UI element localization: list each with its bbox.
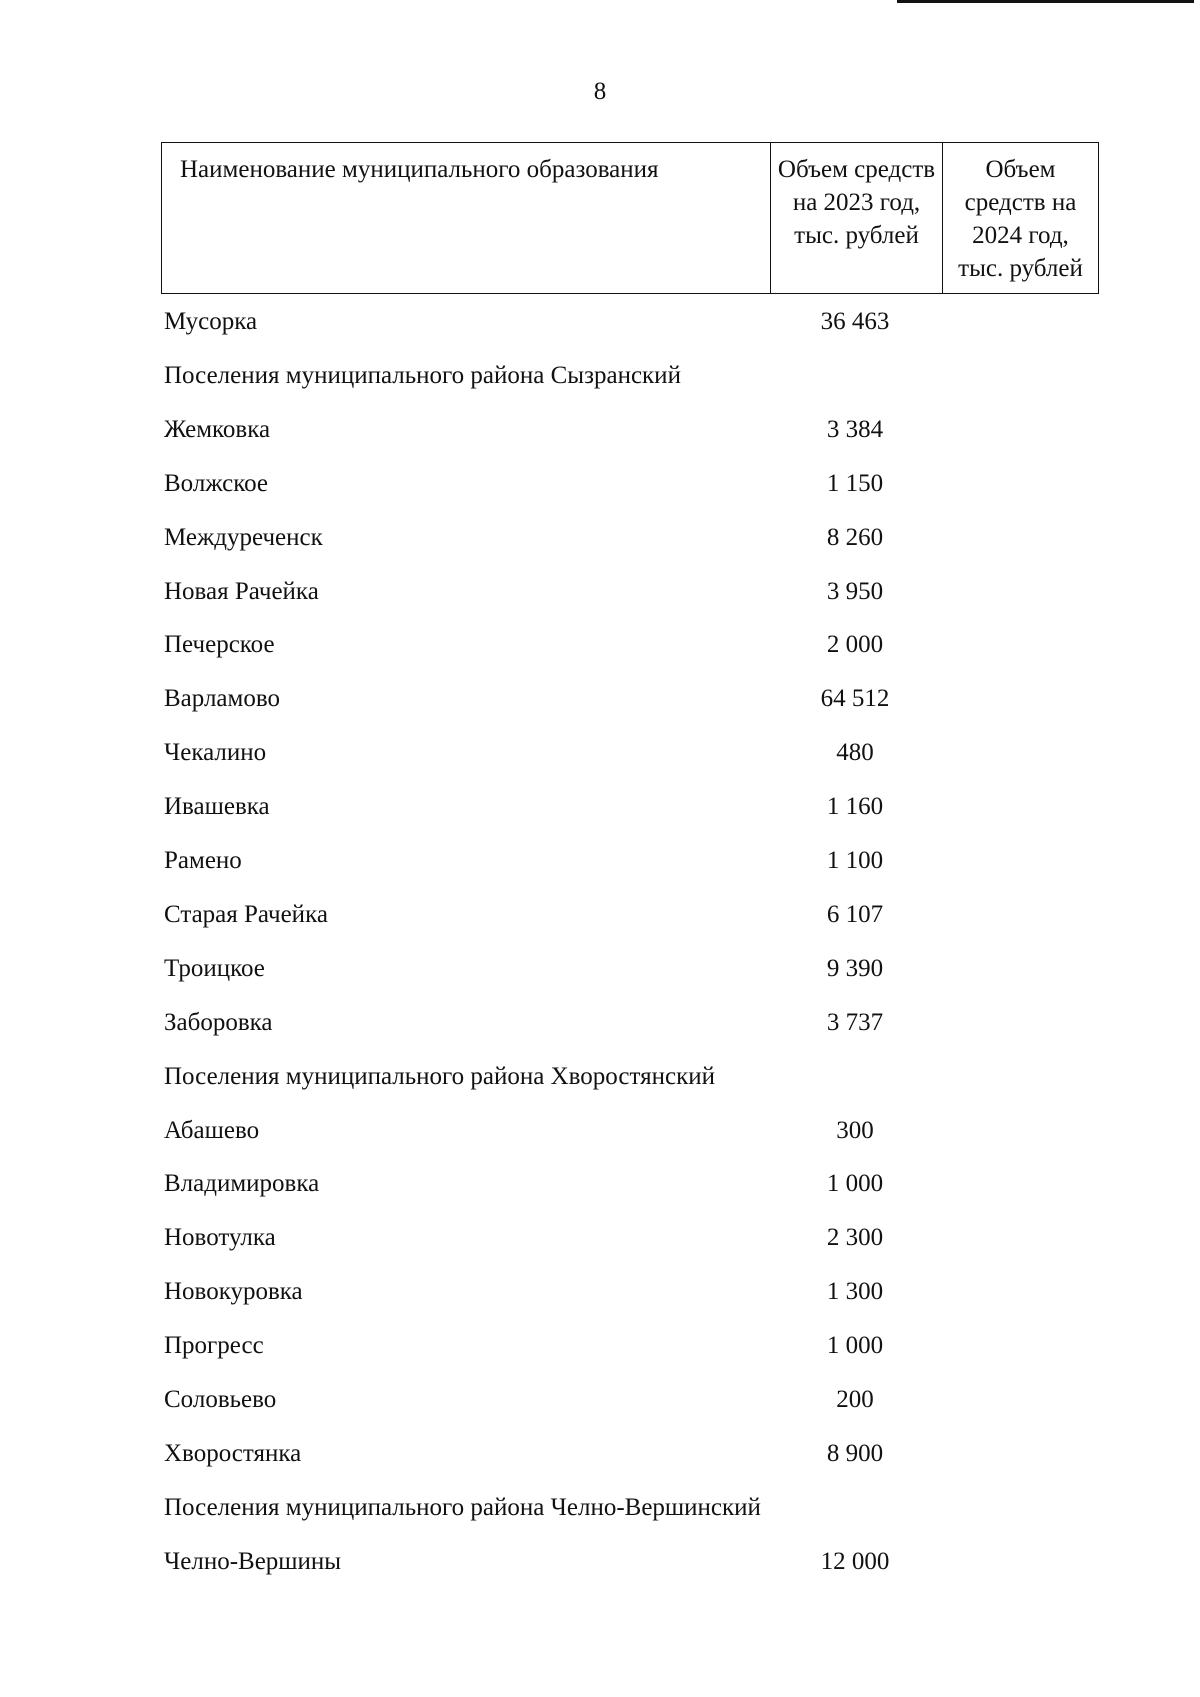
table-row (0, 1380, 1200, 1420)
municipality-name: Междуреченск (164, 524, 323, 551)
table-row (0, 410, 1200, 450)
volume-2023: 1 150 (826, 470, 884, 497)
group-heading-row (0, 1057, 1200, 1097)
municipality-name: Абашево (164, 1117, 260, 1144)
volume-2023: 36 463 (820, 308, 890, 335)
volume-2023: 64 512 (820, 685, 890, 712)
volume-2023: 480 (836, 739, 874, 766)
volume-2023: 12 000 (820, 1548, 890, 1575)
municipality-name: Челно-Вершины (164, 1548, 342, 1575)
municipality-name: Новокуровка (164, 1278, 303, 1305)
table-row (0, 1434, 1200, 1474)
municipality-name: Троицкое (164, 955, 265, 982)
table-row (0, 572, 1200, 612)
header-volume-2023: Объем средств на 2023 год, тыс. рублей (771, 143, 943, 294)
table-row (0, 1326, 1200, 1366)
volume-2023: 1 160 (826, 793, 884, 820)
volume-2023: 3 384 (826, 416, 884, 443)
municipality-name: Рамено (164, 847, 242, 874)
municipality-name: Мусорка (164, 308, 258, 335)
municipality-name: Ивашевка (164, 793, 270, 820)
volume-2023: 6 107 (826, 901, 884, 928)
municipality-name: Чекалино (164, 739, 267, 766)
group-heading-row (0, 356, 1200, 396)
municipality-name: Хворостянка (164, 1440, 302, 1467)
table-row (0, 733, 1200, 773)
volume-2023: 2 000 (826, 631, 884, 658)
table-row (0, 302, 1200, 342)
municipality-name: Владимировка (164, 1170, 320, 1197)
table-row (0, 464, 1200, 504)
municipality-name: Новая Рачейка (164, 578, 319, 605)
table-row (0, 1164, 1200, 1204)
group-heading: Поселения муниципального района Челно-Вершинский (164, 1494, 761, 1521)
municipality-name: Варламово (164, 685, 280, 712)
municipality-name: Печерское (164, 631, 275, 658)
volume-2023: 200 (836, 1386, 874, 1413)
table-row (0, 895, 1200, 935)
table-row (0, 1542, 1200, 1582)
municipality-name: Жемковка (164, 416, 271, 443)
municipality-name: Старая Рачейка (164, 901, 328, 928)
top-rule (897, 0, 1194, 3)
group-heading-row (0, 1488, 1200, 1528)
volume-2023: 1 000 (826, 1332, 884, 1359)
table-row (0, 1272, 1200, 1312)
volume-2023: 3 950 (826, 578, 884, 605)
table-row (0, 949, 1200, 989)
volume-2023: 2 300 (826, 1224, 884, 1251)
volume-2023: 3 737 (826, 1009, 884, 1036)
volume-2023: 1 100 (826, 847, 884, 874)
municipality-name: Прогресс (164, 1332, 264, 1359)
table-header (161, 142, 1099, 294)
volume-2023: 1 000 (826, 1170, 884, 1197)
volume-2023: 8 260 (826, 524, 884, 551)
table-row (0, 625, 1200, 665)
group-heading: Поселения муниципального района Хворостянский (164, 1063, 716, 1090)
table-row (0, 1111, 1200, 1151)
group-heading: Поселения муниципального района Сызранский (164, 362, 681, 389)
municipality-name: Новотулка (164, 1224, 276, 1251)
volume-2023: 9 390 (826, 955, 884, 982)
table-row (0, 679, 1200, 719)
municipality-name: Соловьево (164, 1386, 277, 1413)
table-row (0, 841, 1200, 881)
page-number: 8 (593, 78, 607, 105)
table-row (0, 787, 1200, 827)
table-row (0, 1003, 1200, 1043)
table-row (0, 518, 1200, 558)
municipality-name: Волжское (164, 470, 269, 497)
volume-2023: 8 900 (826, 1440, 884, 1467)
volume-2023: 300 (836, 1117, 874, 1144)
header-volume-2024: Объем средств на 2024 год, тыс. рублей (943, 143, 1099, 294)
volume-2023: 1 300 (826, 1278, 884, 1305)
header-municipality-name: Наименование муниципального образования (162, 143, 771, 294)
municipality-name: Заборовка (164, 1009, 273, 1036)
table-row (0, 1218, 1200, 1258)
